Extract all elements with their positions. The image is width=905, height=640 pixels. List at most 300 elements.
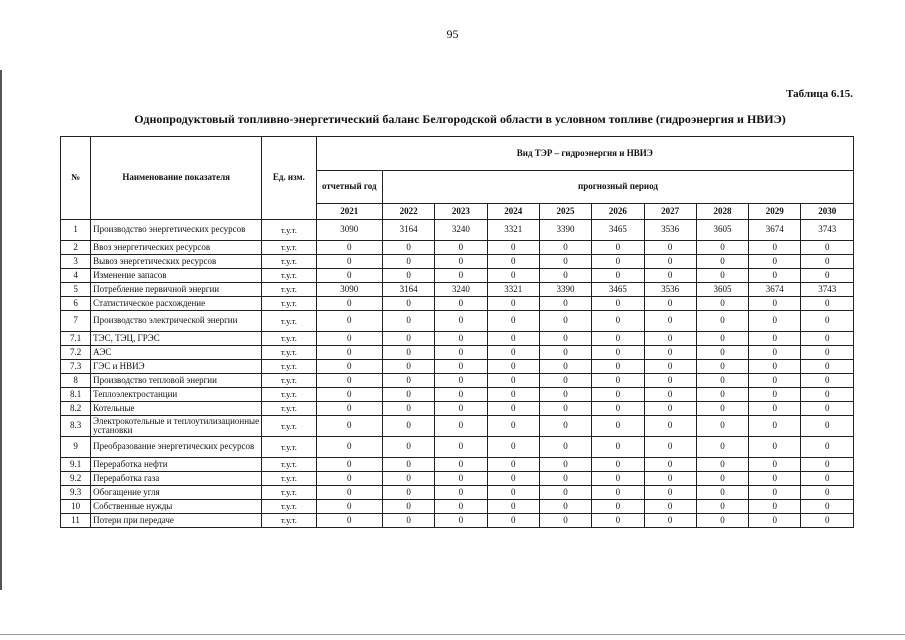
value-cell: 0 [382,297,434,311]
value-cell: 0 [382,346,434,360]
table-row [61,297,854,311]
value-cell: 0 [592,388,644,402]
value-cell: 0 [696,346,748,360]
table-row [61,472,854,486]
value-cell: 0 [487,241,539,255]
unit-cell: т.у.т. [262,241,316,255]
value-cell: 0 [316,416,382,437]
value-cell: 0 [801,241,854,255]
value-cell: 0 [749,416,801,437]
value-cell: 0 [801,472,854,486]
table-row [61,437,854,458]
value-cell: 0 [801,374,854,388]
unit-cell: т.у.т. [262,255,316,269]
value-cell: 0 [316,458,382,472]
indicator-name: Теплоэлектростанции [91,388,262,402]
value-cell: 0 [749,241,801,255]
value-cell: 0 [382,437,434,458]
value-cell: 0 [539,500,591,514]
value-cell: 0 [749,472,801,486]
value-cell: 0 [644,374,696,388]
value-cell: 0 [592,486,644,500]
value-cell: 0 [316,402,382,416]
value-cell: 0 [487,472,539,486]
value-cell: 0 [644,255,696,269]
table-row [61,388,854,402]
indicator-name: Потребление первичной энергии [91,283,262,297]
value-cell: 0 [539,486,591,500]
value-cell: 3240 [435,220,487,241]
value-cell: 0 [749,346,801,360]
value-cell: 3090 [316,283,382,297]
document-title: Однопродуктовый топливно-энергетический баланс Белгородской области в условном топливе (гидроэнергия и НВИЭ) [134,112,786,126]
value-cell: 0 [644,388,696,402]
value-cell: 0 [382,255,434,269]
value-cell: 0 [801,360,854,374]
header-year: 2030 [801,204,854,220]
value-cell: 0 [592,514,644,528]
value-cell: 0 [644,472,696,486]
value-cell: 0 [316,269,382,283]
row-number: 8.3 [61,416,91,437]
header-year: 2021 [316,204,382,220]
indicator-name: Переработка газа [91,472,262,486]
value-cell: 0 [539,332,591,346]
value-cell: 0 [592,332,644,346]
balance-table [60,136,854,528]
value-cell: 0 [435,360,487,374]
value-cell: 0 [749,486,801,500]
value-cell: 0 [539,311,591,332]
value-cell: 0 [644,402,696,416]
value-cell: 0 [539,374,591,388]
value-cell: 0 [696,416,748,437]
row-number: 4 [61,269,91,283]
value-cell: 0 [382,332,434,346]
indicator-name: Собственные нужды [91,500,262,514]
unit-cell: т.у.т. [262,374,316,388]
header-year: 2028 [696,204,748,220]
header-year: 2024 [487,204,539,220]
indicator-name: ГЭС и НВИЭ [91,360,262,374]
page-number: 95 [446,27,459,41]
value-cell: 0 [592,297,644,311]
value-cell: 0 [592,500,644,514]
value-cell: 0 [487,437,539,458]
value-cell: 0 [696,437,748,458]
value-cell: 0 [316,486,382,500]
indicator-name: Производство тепловой энергии [91,374,262,388]
unit-cell: т.у.т. [262,269,316,283]
unit-cell: т.у.т. [262,297,316,311]
page-bottom-line [0,634,905,635]
value-cell: 0 [435,388,487,402]
value-cell: 3321 [487,220,539,241]
value-cell: 0 [539,297,591,311]
indicator-name: Обогащение угля [91,486,262,500]
value-cell: 0 [749,255,801,269]
value-cell: 0 [801,346,854,360]
header-no: № [61,137,91,220]
value-cell: 0 [487,269,539,283]
table-row [61,241,854,255]
value-cell: 0 [801,486,854,500]
value-cell: 0 [801,311,854,332]
header-year: 2022 [382,204,434,220]
row-number: 2 [61,241,91,255]
value-cell: 0 [382,416,434,437]
table-row [61,332,854,346]
value-cell: 0 [644,437,696,458]
indicator-name: Ввоз энергетических ресурсов [91,241,262,255]
unit-cell: т.у.т. [262,346,316,360]
header-name: Наименование показателя [91,137,262,220]
value-cell: 0 [435,458,487,472]
unit-cell: т.у.т. [262,283,316,297]
value-cell: 0 [539,514,591,528]
value-cell: 0 [487,402,539,416]
value-cell: 0 [435,472,487,486]
table-row [61,402,854,416]
indicator-name: Статистическое расхождение [91,297,262,311]
value-cell: 0 [382,402,434,416]
header-year: 2026 [592,204,644,220]
value-cell: 0 [801,388,854,402]
value-cell: 0 [749,437,801,458]
value-cell: 0 [487,500,539,514]
indicator-name: Преобразование энергетических ресурсов [91,437,262,458]
value-cell: 3743 [801,220,854,241]
value-cell: 3390 [539,283,591,297]
value-cell: 0 [487,297,539,311]
table-row [61,514,854,528]
value-cell: 0 [749,360,801,374]
row-number: 8.1 [61,388,91,402]
table-row [61,220,854,241]
value-cell: 0 [644,458,696,472]
row-number: 7.2 [61,346,91,360]
value-cell: 0 [435,374,487,388]
table-row [61,346,854,360]
value-cell: 0 [749,458,801,472]
value-cell: 0 [644,500,696,514]
row-number: 9.3 [61,486,91,500]
indicator-name: Производство энергетических ресурсов [91,220,262,241]
value-cell: 0 [801,416,854,437]
value-cell: 0 [316,360,382,374]
value-cell: 0 [696,255,748,269]
value-cell: 0 [592,346,644,360]
value-cell: 3240 [435,283,487,297]
value-cell: 0 [435,255,487,269]
row-number: 3 [61,255,91,269]
row-number: 6 [61,297,91,311]
header-group: Вид ТЭР – гидроэнергия и НВИЭ [316,137,853,171]
value-cell: 0 [316,437,382,458]
value-cell: 3536 [644,283,696,297]
unit-cell: т.у.т. [262,220,316,241]
value-cell: 0 [644,360,696,374]
value-cell: 0 [696,311,748,332]
value-cell: 0 [592,402,644,416]
header-unit: Ед. изм. [262,137,316,220]
value-cell: 0 [316,500,382,514]
value-cell: 0 [801,500,854,514]
value-cell: 0 [592,360,644,374]
value-cell: 0 [435,437,487,458]
value-cell: 0 [696,514,748,528]
value-cell: 0 [316,332,382,346]
value-cell: 0 [801,402,854,416]
value-cell: 0 [696,360,748,374]
value-cell: 3164 [382,283,434,297]
value-cell: 0 [382,514,434,528]
value-cell: 0 [696,374,748,388]
value-cell: 0 [487,486,539,500]
value-cell: 0 [435,311,487,332]
value-cell: 0 [749,332,801,346]
table-row [61,374,854,388]
unit-cell: т.у.т. [262,311,316,332]
value-cell: 3390 [539,220,591,241]
unit-cell: т.у.т. [262,472,316,486]
indicator-name: Переработка нефти [91,458,262,472]
row-number: 9.1 [61,458,91,472]
value-cell: 0 [435,416,487,437]
value-cell: 0 [487,514,539,528]
table-row [61,416,854,437]
value-cell: 3465 [592,220,644,241]
value-cell: 0 [487,388,539,402]
value-cell: 0 [435,346,487,360]
value-cell: 3674 [749,220,801,241]
table-caption: Таблица 6.15. [786,88,853,100]
indicator-name: Изменение запасов [91,269,262,283]
value-cell: 0 [435,500,487,514]
table-row [61,500,854,514]
unit-cell: т.у.т. [262,458,316,472]
indicator-name: Потери при передаче [91,514,262,528]
value-cell: 0 [382,374,434,388]
header-report-year: отчетный год [316,171,382,204]
value-cell: 0 [539,437,591,458]
value-cell: 0 [539,241,591,255]
value-cell: 0 [316,311,382,332]
unit-cell: т.у.т. [262,416,316,437]
indicator-name: ТЭС, ТЭЦ, ГРЭС [91,332,262,346]
row-number: 8.2 [61,402,91,416]
value-cell: 0 [382,360,434,374]
value-cell: 3605 [696,220,748,241]
value-cell: 3090 [316,220,382,241]
table-row [61,360,854,374]
value-cell: 0 [316,297,382,311]
value-cell: 0 [539,388,591,402]
row-number: 9.2 [61,472,91,486]
value-cell: 0 [435,241,487,255]
value-cell: 0 [435,269,487,283]
value-cell: 0 [316,388,382,402]
value-cell: 0 [435,486,487,500]
value-cell: 0 [644,416,696,437]
value-cell: 0 [749,402,801,416]
row-number: 7.3 [61,360,91,374]
value-cell: 0 [644,311,696,332]
value-cell: 0 [316,514,382,528]
value-cell: 0 [592,458,644,472]
table-row [61,311,854,332]
indicator-name: АЭС [91,346,262,360]
value-cell: 0 [749,269,801,283]
value-cell: 0 [801,255,854,269]
value-cell: 0 [592,241,644,255]
value-cell: 0 [644,332,696,346]
value-cell: 0 [487,346,539,360]
value-cell: 0 [696,458,748,472]
value-cell: 0 [539,269,591,283]
value-cell: 0 [592,374,644,388]
value-cell: 0 [801,269,854,283]
value-cell: 0 [696,269,748,283]
row-number: 8 [61,374,91,388]
value-cell: 0 [316,472,382,486]
value-cell: 0 [696,486,748,500]
value-cell: 0 [539,346,591,360]
value-cell: 0 [644,297,696,311]
header-year: 2025 [539,204,591,220]
value-cell: 3605 [696,283,748,297]
value-cell: 0 [539,360,591,374]
header-year: 2027 [644,204,696,220]
value-cell: 0 [696,297,748,311]
value-cell: 0 [801,437,854,458]
value-cell: 0 [644,346,696,360]
value-cell: 0 [644,241,696,255]
unit-cell: т.у.т. [262,332,316,346]
value-cell: 3465 [592,283,644,297]
value-cell: 0 [316,255,382,269]
value-cell: 0 [749,311,801,332]
value-cell: 0 [801,297,854,311]
value-cell: 0 [592,472,644,486]
value-cell: 0 [539,472,591,486]
value-cell: 0 [592,416,644,437]
row-number: 11 [61,514,91,528]
value-cell: 0 [316,346,382,360]
table-row [61,486,854,500]
value-cell: 0 [382,311,434,332]
row-number: 7.1 [61,332,91,346]
value-cell: 0 [487,255,539,269]
value-cell: 0 [696,332,748,346]
unit-cell: т.у.т. [262,402,316,416]
value-cell: 0 [487,311,539,332]
table-row [61,269,854,283]
value-cell: 3164 [382,220,434,241]
unit-cell: т.у.т. [262,514,316,528]
value-cell: 0 [382,458,434,472]
row-number: 1 [61,220,91,241]
value-cell: 0 [749,388,801,402]
value-cell: 0 [801,332,854,346]
unit-cell: т.у.т. [262,437,316,458]
value-cell: 0 [487,458,539,472]
value-cell: 0 [487,360,539,374]
value-cell: 0 [592,255,644,269]
indicator-name: Производство электрической энергии [91,311,262,332]
value-cell: 0 [435,332,487,346]
value-cell: 0 [696,241,748,255]
unit-cell: т.у.т. [262,388,316,402]
value-cell: 0 [539,255,591,269]
unit-cell: т.у.т. [262,486,316,500]
value-cell: 0 [316,374,382,388]
value-cell: 0 [696,472,748,486]
value-cell: 0 [644,514,696,528]
value-cell: 0 [801,514,854,528]
value-cell: 0 [316,241,382,255]
value-cell: 0 [435,514,487,528]
value-cell: 0 [382,269,434,283]
header-year: 2023 [435,204,487,220]
value-cell: 0 [487,416,539,437]
value-cell: 0 [592,269,644,283]
unit-cell: т.у.т. [262,360,316,374]
page-edge-line [0,70,2,590]
header-year: 2029 [749,204,801,220]
value-cell: 0 [539,402,591,416]
value-cell: 0 [696,388,748,402]
value-cell: 0 [644,486,696,500]
value-cell: 0 [749,514,801,528]
value-cell: 0 [592,437,644,458]
value-cell: 0 [435,402,487,416]
row-number: 9 [61,437,91,458]
row-number: 7 [61,311,91,332]
value-cell: 0 [487,374,539,388]
value-cell: 0 [382,486,434,500]
table-row [61,458,854,472]
value-cell: 3743 [801,283,854,297]
value-cell: 0 [435,297,487,311]
value-cell: 0 [592,311,644,332]
indicator-name: Котельные [91,402,262,416]
value-cell: 3321 [487,283,539,297]
table-row [61,283,854,297]
value-cell: 3536 [644,220,696,241]
value-cell: 0 [696,500,748,514]
value-cell: 0 [382,241,434,255]
value-cell: 0 [487,332,539,346]
value-cell: 0 [801,458,854,472]
unit-cell: т.у.т. [262,500,316,514]
value-cell: 0 [382,388,434,402]
row-number: 5 [61,283,91,297]
value-cell: 0 [749,374,801,388]
indicator-name: Электрокотельные и теплоутилизационные установки [91,416,262,437]
value-cell: 0 [382,472,434,486]
value-cell: 3674 [749,283,801,297]
value-cell: 0 [539,416,591,437]
value-cell: 0 [696,402,748,416]
value-cell: 0 [749,297,801,311]
value-cell: 0 [539,458,591,472]
header-forecast-period: прогнозный период [382,171,853,204]
indicator-name: Вывоз энергетических ресурсов [91,255,262,269]
value-cell: 0 [382,500,434,514]
value-cell: 0 [749,500,801,514]
value-cell: 0 [644,269,696,283]
